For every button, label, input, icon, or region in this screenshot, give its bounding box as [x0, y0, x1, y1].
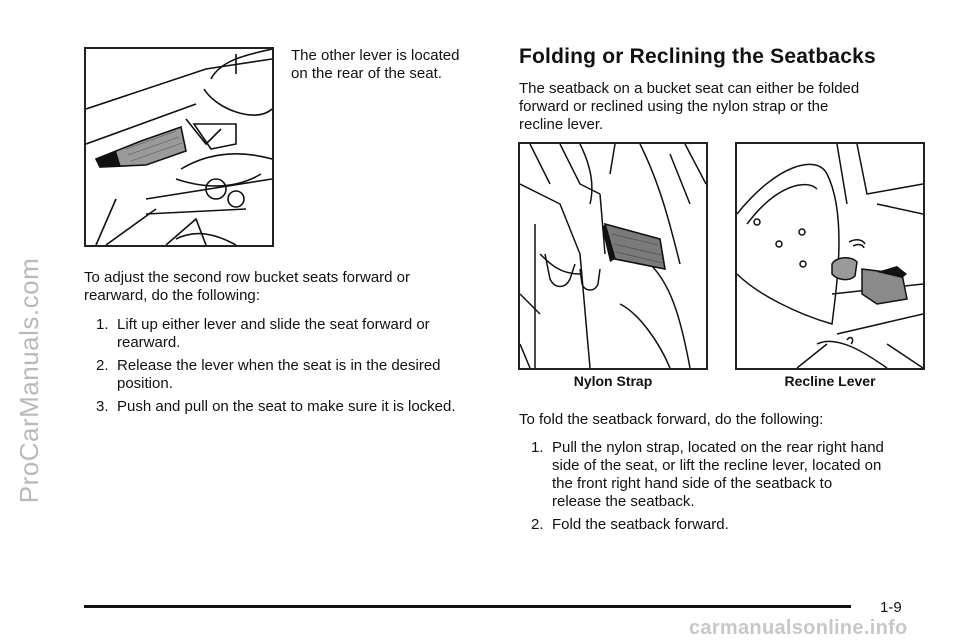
right-intro	[519, 80, 859, 134]
step-line: Pull the nylon strap, located on the rear right hand	[552, 439, 884, 456]
recline-lever-illustration	[735, 142, 925, 370]
step-line: Release the lever when the seat is in the desired	[117, 357, 441, 374]
step-number: 3.	[96, 398, 109, 415]
step-number: 2.	[96, 357, 109, 374]
watermark	[8, 120, 52, 640]
right-intro-line: recline lever.	[519, 116, 604, 133]
side-note-line: The other lever is located	[291, 47, 460, 64]
step-line: release the seatback.	[552, 493, 695, 510]
step-line: position.	[117, 375, 173, 392]
left-intro	[84, 269, 410, 305]
list-item	[84, 316, 504, 352]
footer-watermark: carmanualsonline.info	[689, 617, 908, 639]
side-note	[291, 47, 459, 83]
step-line: the front right hand side of the seatback to	[552, 475, 833, 492]
list-item	[84, 398, 504, 416]
recline-lever-drawing	[737, 144, 923, 368]
step-line: Push and pull on the seat to make sure it is locked.	[117, 398, 456, 415]
seat-lever-drawing	[86, 49, 272, 245]
watermark-text: ProCarManuals.com	[14, 257, 45, 503]
list-item	[519, 516, 939, 534]
caption-recline-lever: Recline Lever	[784, 373, 876, 389]
list-item	[84, 357, 504, 393]
left-intro-line: To adjust the second row bucket seats forward or	[84, 269, 411, 286]
nylon-strap-drawing	[520, 144, 706, 368]
right-intro-line: The seatback on a bucket seat can either be folded	[519, 80, 860, 97]
right-intro-line: forward or reclined using the nylon strap or the	[519, 98, 829, 115]
left-steps	[84, 316, 504, 421]
section-heading: Folding or Reclining the Seatbacks	[519, 45, 876, 68]
step-line: Lift up either lever and slide the seat forward or	[117, 316, 430, 333]
left-intro-line: rearward, do the following:	[84, 287, 260, 304]
side-note-line: on the rear of the seat.	[291, 65, 442, 82]
step-number: 2.	[531, 516, 544, 533]
nylon-strap-illustration	[518, 142, 708, 370]
step-line: Fold the seatback forward.	[552, 516, 729, 533]
list-item	[519, 439, 939, 511]
page-number: 1-9	[880, 599, 902, 616]
right-steps	[519, 439, 939, 539]
seat-lever-illustration	[84, 47, 274, 247]
step-line: rearward.	[117, 334, 181, 351]
step-number: 1.	[531, 439, 544, 456]
procedure-intro: To fold the seatback forward, do the following:	[519, 411, 824, 428]
footer-rule	[84, 605, 851, 608]
step-line: side of the seat, or lift the recline lever, located on	[552, 457, 882, 474]
caption-nylon-strap: Nylon Strap	[573, 373, 653, 389]
step-number: 1.	[96, 316, 109, 333]
